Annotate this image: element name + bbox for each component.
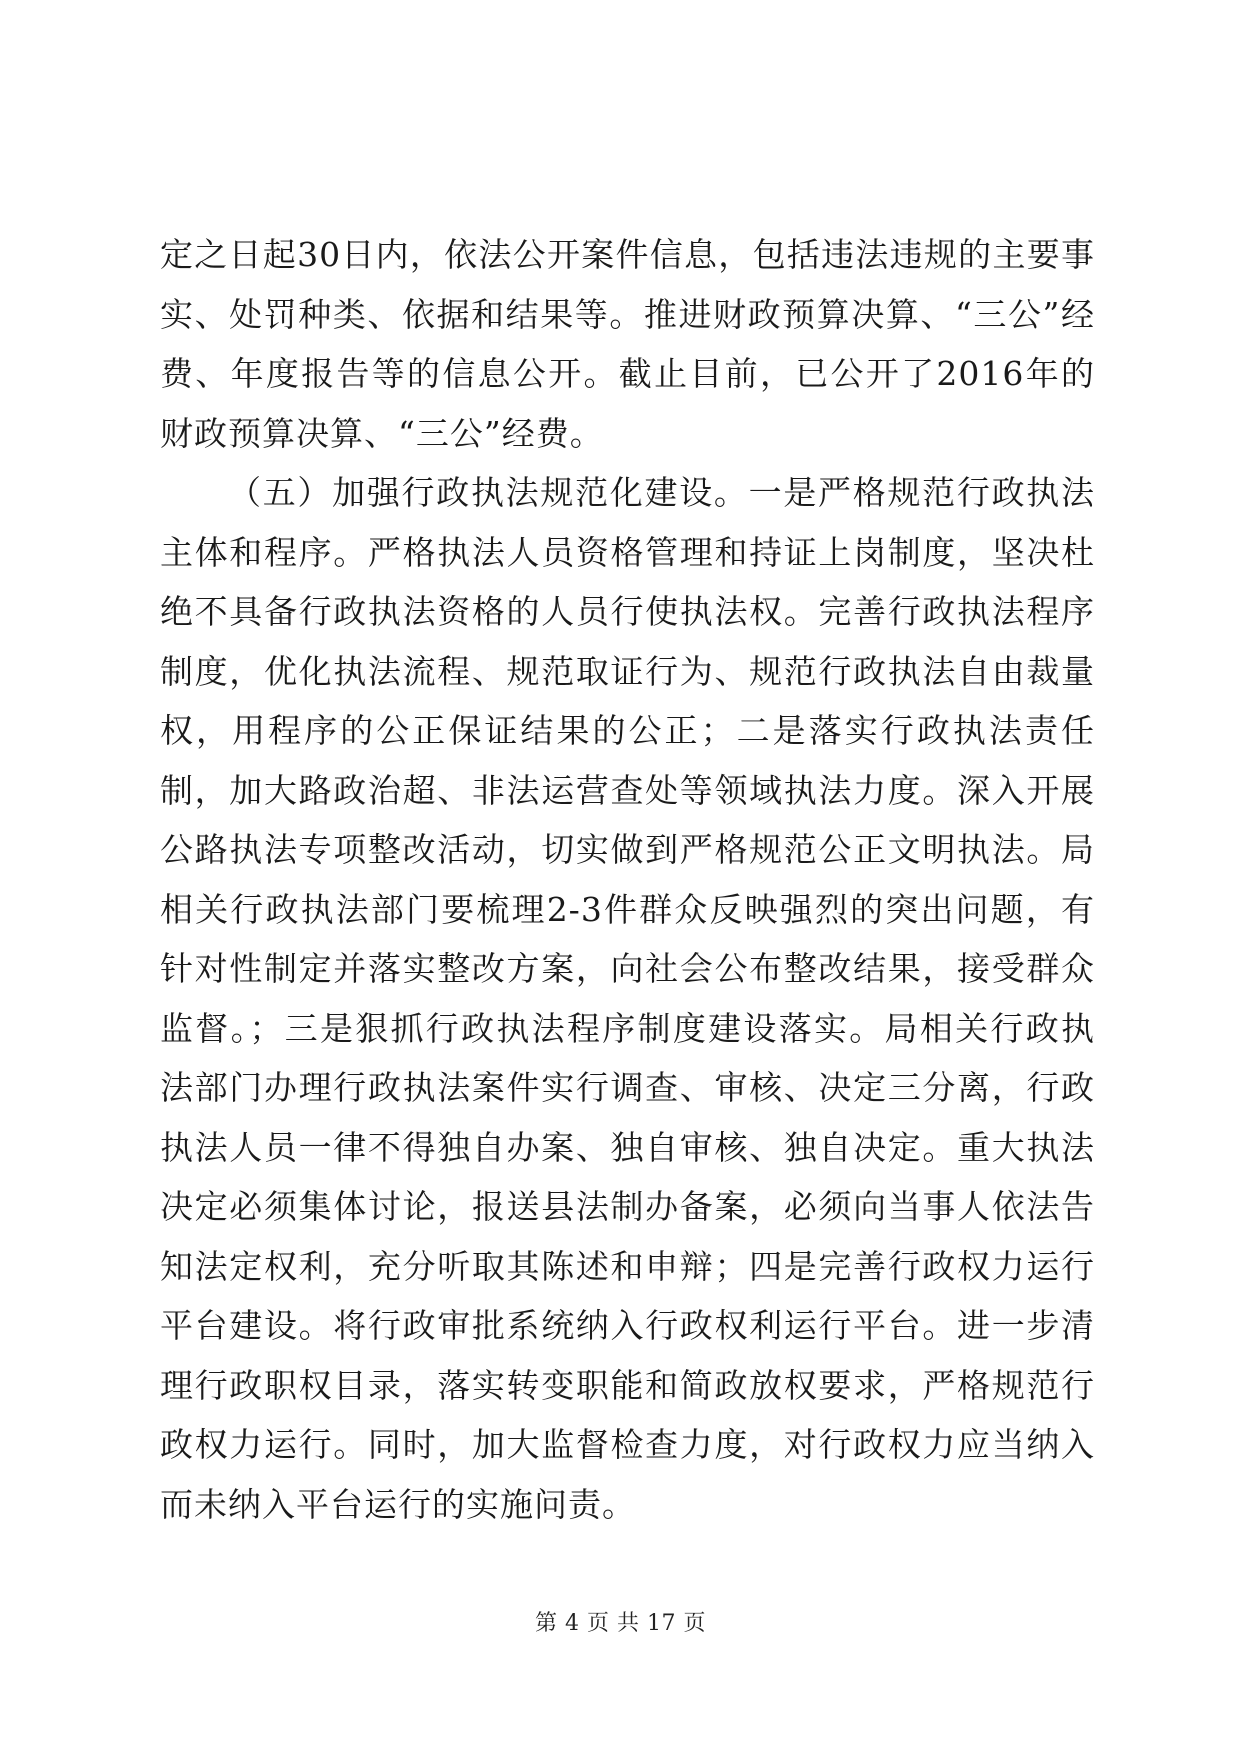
paragraph-continued: 定之日起30日内，依法公开案件信息，包括违法违规的主要事实、处罚种类、依据和结果等。推进财政预算决算、“三公”经费、年度报告等的信息公开。截止目前，已公开了2016年的财政预算决算、“三公”经费。: [160, 235, 1095, 453]
paragraph-section-five: （五）加强行政执法规范化建设。一是严格规范行政执法主体和程序。严格执法人员资格管理和持证上岗制度，坚决杜绝不具备行政执法资格的人员行使执法权。完善行政执法程序制度，优化执法流程、规范取证行为、规范行政执法自由裁量权，用程序的公正保证结果的公正；二是落实行政执法责任制，加大路政治超、非法运营查处等领域执法力度。深入开展公路执法专项整改活动，切实做到严格规范公正文明执法。局相关行政执法部门要梳理2-3件群众反映强烈的突出问题，有针对性制定并落实整改方案，向社会公布整改结果，接受群众监督。；三是狠抓行政执法程序制度建设落实。局相关行政执法部门办理行政执法案件实行调查、审核、决定三分离，行政执法人员一律不得独自办案、独自审核、独自决定。重大执法决定必须集体讨论，报送县法制办备案，必须向当事人依法告知法定权利，充分听取其陈述和申辩；四是完善行政权力运行平台建设。将行政审批系统纳入行政权利运行平台。进一步清理行政职权目录，落实转变职能和简政放权要求，严格规范行政权力运行。同时，加大监督检查力度，对行政权力应当纳入而未纳入平台运行的实施问责。: [160, 473, 1095, 1524]
document-body: [160, 225, 1095, 1534]
page-footer: 第 4 页 共 17 页: [535, 1611, 706, 1636]
